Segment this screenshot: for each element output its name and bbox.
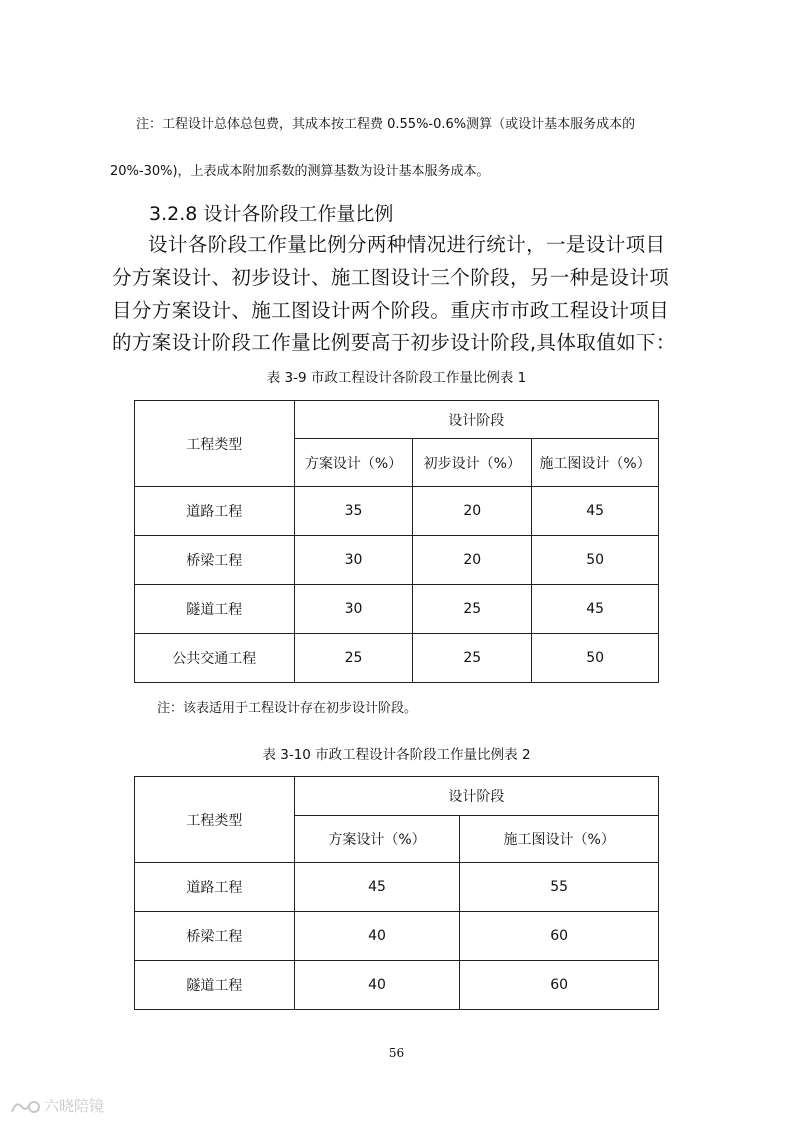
- page-number: 56: [388, 1046, 405, 1060]
- watermark-text: 六晓陪镜: [44, 1097, 105, 1115]
- table1: [134, 400, 659, 683]
- row-type-cell: 隧道工程: [135, 585, 295, 634]
- value-cell: 40: [294, 961, 460, 1010]
- paragraph-line-3: 目分方案设计、施工图设计两个阶段。重庆市市政工程设计项目: [112, 299, 670, 322]
- row-type-cell: 桥梁工程: [135, 912, 295, 961]
- value-cell: 50: [532, 536, 659, 585]
- table-row: [135, 961, 659, 1010]
- table1-col-header: 方案设计（%）: [294, 439, 413, 487]
- value-cell: 50: [532, 634, 659, 683]
- table-row: [135, 487, 659, 536]
- value-cell: 20: [413, 487, 532, 536]
- value-cell: 30: [294, 536, 413, 585]
- value-cell: 55: [460, 863, 659, 912]
- value-cell: 25: [413, 585, 532, 634]
- table1-caption: 表 3-9 市政工程设计各阶段工作量比例表 1: [266, 370, 527, 386]
- table-row: [135, 863, 659, 912]
- value-cell: 45: [532, 585, 659, 634]
- table1-group-header: 设计阶段: [294, 401, 658, 439]
- table2-caption: 表 3-10 市政工程设计各阶段工作量比例表 2: [262, 747, 531, 763]
- value-cell: 20: [413, 536, 532, 585]
- value-cell: 60: [460, 961, 659, 1010]
- watermark-logo-icon: [10, 1098, 40, 1116]
- table-row: [135, 585, 659, 634]
- value-cell: 30: [294, 585, 413, 634]
- row-type-cell: 桥梁工程: [135, 536, 295, 585]
- section-heading: 3.2.8 设计各阶段工作量比例: [149, 203, 394, 225]
- note-line-1: 注：工程设计总体总包费，其成本按工程费 0.55%-0.6%测算（或设计基本服务成本的: [136, 117, 636, 132]
- paragraph-line-4: 的方案设计阶段工作量比例要高于初步设计阶段,具体取值如下：: [112, 331, 676, 354]
- value-cell: 60: [460, 912, 659, 961]
- paragraph-line-1: 设计各阶段工作量比例分两种情况进行统计，一是设计项目: [148, 233, 666, 256]
- table-row: [135, 536, 659, 585]
- value-cell: 40: [294, 912, 460, 961]
- table2-type-header: 工程类型: [135, 777, 295, 863]
- row-type-cell: 道路工程: [135, 487, 295, 536]
- row-type-cell: 道路工程: [135, 863, 295, 912]
- value-cell: 45: [294, 863, 460, 912]
- table2-group-header: 设计阶段: [294, 777, 658, 816]
- table2-col-header: 方案设计（%）: [294, 816, 460, 863]
- table1-col-header: 施工图设计（%）: [532, 439, 659, 487]
- table1-note: 注：该表适用于工程设计存在初步设计阶段。: [157, 701, 418, 716]
- value-cell: 25: [413, 634, 532, 683]
- table-row: [135, 912, 659, 961]
- watermark: [10, 1095, 104, 1116]
- value-cell: 35: [294, 487, 413, 536]
- table2-col-header: 施工图设计（%）: [460, 816, 659, 863]
- value-cell: 45: [532, 487, 659, 536]
- table-row: [135, 634, 659, 683]
- table1-type-header: 工程类型: [135, 401, 295, 487]
- table2: [134, 776, 659, 1010]
- row-type-cell: 隧道工程: [135, 961, 295, 1010]
- table1-col-header: 初步设计（%）: [413, 439, 532, 487]
- note-line-2: 20%-30%)，上表成本附加系数的测算基数为设计基本服务成本。: [110, 164, 490, 179]
- value-cell: 25: [294, 634, 413, 683]
- paragraph-line-2: 分方案设计、初步设计、施工图设计三个阶段，另一种是设计项: [112, 266, 670, 289]
- row-type-cell: 公共交通工程: [135, 634, 295, 683]
